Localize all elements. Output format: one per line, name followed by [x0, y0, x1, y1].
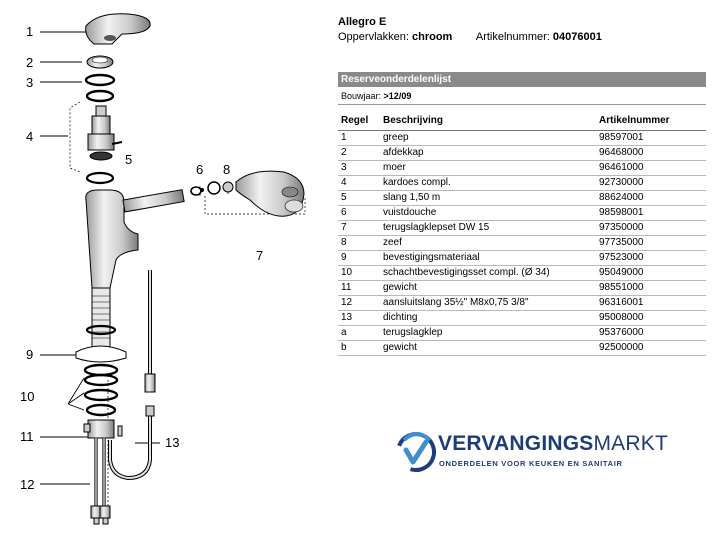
parts-table-header — [338, 112, 706, 130]
bouwjaar-line — [338, 87, 706, 105]
bouwjaar-label: Bouwjaar: — [341, 91, 382, 101]
cell-artikelnummer: 98598001 — [596, 205, 706, 220]
table-row — [338, 250, 706, 265]
surface-label: Oppervlakken: — [338, 31, 409, 43]
cell-artikelnummer: 98551000 — [596, 280, 706, 295]
cell-regel: 6 — [338, 205, 380, 220]
callout-9: 9 — [26, 347, 34, 362]
cell-regel: 13 — [338, 310, 380, 325]
table-row — [338, 130, 706, 145]
table-row — [338, 160, 706, 175]
table-row — [338, 265, 706, 280]
cell-artikelnummer: 92730000 — [596, 175, 706, 190]
cell-beschrijving: gewicht — [380, 340, 596, 355]
table-row — [338, 280, 706, 295]
cell-beschrijving: bevestigingsmateriaal — [380, 250, 596, 265]
cell-beschrijving: zeef — [380, 235, 596, 250]
callout-8: 8 — [223, 162, 231, 177]
cell-beschrijving: greep — [380, 130, 596, 145]
column-header-beschrijving: Beschrijving — [380, 112, 596, 130]
logo-wordmark — [438, 432, 668, 456]
cell-regel: 10 — [338, 265, 380, 280]
cell-regel: 9 — [338, 250, 380, 265]
callout-1: 1 — [26, 24, 34, 39]
cell-beschrijving: vuistdouche — [380, 205, 596, 220]
surface-value: chroom — [412, 31, 453, 43]
callout-10: 10 — [20, 389, 35, 404]
cell-artikelnummer: 96316001 — [596, 295, 706, 310]
cell-artikelnummer: 97523000 — [596, 250, 706, 265]
callout-6: 6 — [196, 162, 204, 177]
table-row — [338, 220, 706, 235]
callout-2: 2 — [26, 55, 34, 70]
cell-regel: 5 — [338, 190, 380, 205]
cell-artikelnummer: 95376000 — [596, 325, 706, 340]
product-meta — [338, 31, 706, 43]
callout-12: 12 — [20, 477, 35, 492]
cell-artikelnummer: 95049000 — [596, 265, 706, 280]
parts-list-band: Reserveonderdelenlijst — [338, 72, 706, 87]
cell-beschrijving: dichting — [380, 310, 596, 325]
logo-tagline: ONDERDELEN VOOR KEUKEN EN SANITAIR — [439, 459, 623, 468]
cell-beschrijving: gewicht — [380, 280, 596, 295]
logo-mark-icon — [396, 430, 436, 474]
cell-regel: 11 — [338, 280, 380, 295]
product-name: Allegro E — [338, 16, 387, 28]
table-row — [338, 295, 706, 310]
logo-wordmark-bold: VERVANGINGS — [438, 432, 594, 455]
cell-beschrijving: moer — [380, 160, 596, 175]
table-row — [338, 190, 706, 205]
callout-11: 11 — [20, 429, 34, 444]
cell-regel: 8 — [338, 235, 380, 250]
cell-artikelnummer: 97735000 — [596, 235, 706, 250]
cell-beschrijving: schachtbevestigingsset compl. (Ø 34) — [380, 265, 596, 280]
table-row — [338, 205, 706, 220]
parts-table-body — [338, 130, 706, 355]
parts-list — [338, 72, 706, 356]
callout-3: 3 — [26, 75, 34, 90]
cell-artikelnummer: 92500000 — [596, 340, 706, 355]
column-header-regel: Regel — [338, 112, 380, 130]
cell-regel: b — [338, 340, 380, 355]
callout-5: 5 — [125, 152, 133, 167]
cell-artikelnummer: 97350000 — [596, 220, 706, 235]
cell-beschrijving: terugslagklepset DW 15 — [380, 220, 596, 235]
callout-13: 13 — [165, 435, 180, 450]
table-row — [338, 145, 706, 160]
cell-regel: 1 — [338, 130, 380, 145]
vervangingsmarkt-logo — [396, 428, 668, 476]
product-header — [338, 16, 706, 43]
cell-beschrijving: afdekkap — [380, 145, 596, 160]
table-row — [338, 340, 706, 355]
cell-regel: 4 — [338, 175, 380, 190]
cell-artikelnummer: 96461000 — [596, 160, 706, 175]
cell-regel: a — [338, 325, 380, 340]
article-label: Artikelnummer: — [475, 31, 550, 43]
callout-4: 4 — [26, 129, 34, 144]
cell-regel: 12 — [338, 295, 380, 310]
cell-beschrijving: kardoes compl. — [380, 175, 596, 190]
cell-beschrijving: aansluitslang 35½" M8x0,75 3/8" — [380, 295, 596, 310]
table-row — [338, 235, 706, 250]
table-row — [338, 310, 706, 325]
table-row — [338, 175, 706, 190]
cell-regel: 7 — [338, 220, 380, 235]
article-value: 04076001 — [552, 31, 602, 43]
parts-table — [338, 112, 706, 356]
exploded-parts-diagram — [0, 0, 320, 550]
cell-artikelnummer: 95008000 — [596, 310, 706, 325]
cell-artikelnummer: 88624000 — [596, 190, 706, 205]
bouwjaar-value: >12/09 — [383, 91, 412, 101]
cell-regel: 2 — [338, 145, 380, 160]
table-row — [338, 325, 706, 340]
logo-wordmark-thin: MARKT — [593, 432, 668, 455]
callout-7: 7 — [256, 248, 264, 263]
cell-artikelnummer: 98597001 — [596, 130, 706, 145]
cell-beschrijving: terugslagklep — [380, 325, 596, 340]
cell-beschrijving: slang 1,50 m — [380, 190, 596, 205]
cell-regel: 3 — [338, 160, 380, 175]
cell-artikelnummer: 96468000 — [596, 145, 706, 160]
column-header-artikelnummer: Artikelnummer — [596, 112, 706, 130]
